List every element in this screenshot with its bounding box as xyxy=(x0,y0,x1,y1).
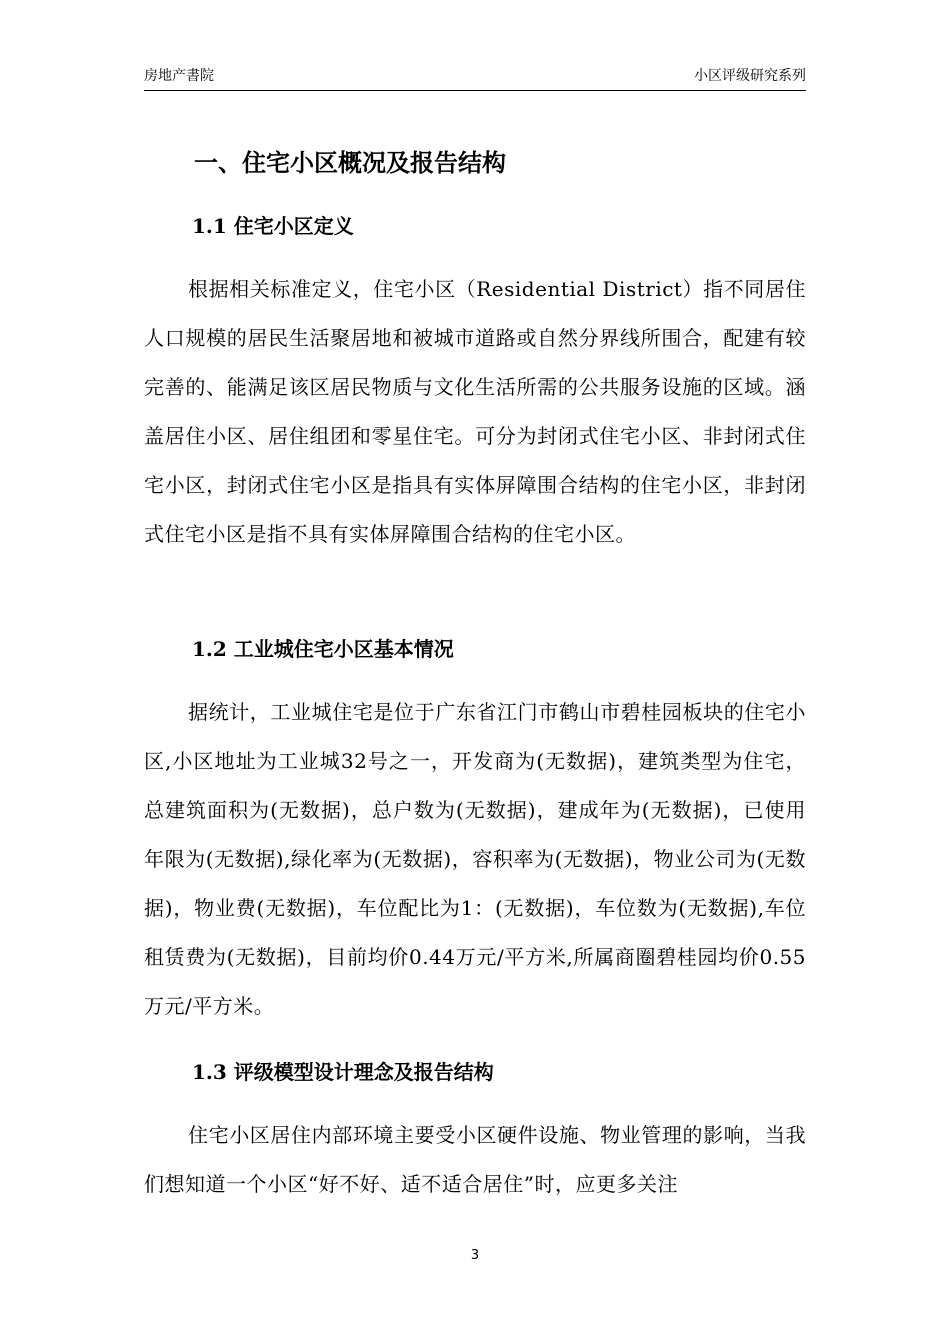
section-paragraph-1-1: 根据相关标准定义，住宅小区（Residential District）指不同居住人口规模的居民生活聚居地和被城市道路或自然分界线所围合，配建有较完善的、能满足该区居民物质与文化生活所需的公共服务设施的区域。涵盖居住小区、居住组团和零星住宅。可分为封闭式住宅小区、非封闭式住宅小区，封闭式住宅小区是指具有实体屏障围合结构的住宅小区，非封闭式住宅小区是指不具有实体屏障围合结构的住宅小区。 xyxy=(144,277,806,546)
header-publisher: 房地产書院 xyxy=(144,68,214,84)
section-heading-1-1: 1.1 住宅小区定义 xyxy=(192,214,354,238)
section-heading-1-3: 1.3 评级模型设计理念及报告结构 xyxy=(192,1060,494,1084)
page-header xyxy=(144,66,806,91)
header-series-title: 小区评级研究系列 xyxy=(694,68,806,84)
section-paragraph-1-3: 住宅小区居住内部环境主要受小区硬件设施、物业管理的影响，当我们想知道一个小区“好不好、适不适合居住”时，应更多关注 xyxy=(144,1123,806,1196)
section-heading-1-2: 1.2 工业城住宅小区基本情况 xyxy=(192,637,454,661)
chapter-heading: 一、住宅小区概况及报告结构 xyxy=(194,148,506,177)
section-paragraph-1-2: 据统计，工业城住宅是位于广东省江门市鹤山市碧桂园板块的住宅小区,小区地址为工业城32号之一，开发商为(无数据)，建筑类型为住宅，总建筑面积为(无数据)，总户数为(无数据)，建成年为(无数据)，已使用年限为(无数据),绿化率为(无数据)，容积率为(无数据)，物业公司为(无数据)，物业费(无数据)，车位配比为1：(无数据)，车位数为(无数据),车位租赁费为(无数据)，目前均价0.44万元/平方米,所属商圈碧桂园均价0.55万元/平方米。 xyxy=(144,700,806,1018)
page-number: 3 xyxy=(470,1248,480,1263)
